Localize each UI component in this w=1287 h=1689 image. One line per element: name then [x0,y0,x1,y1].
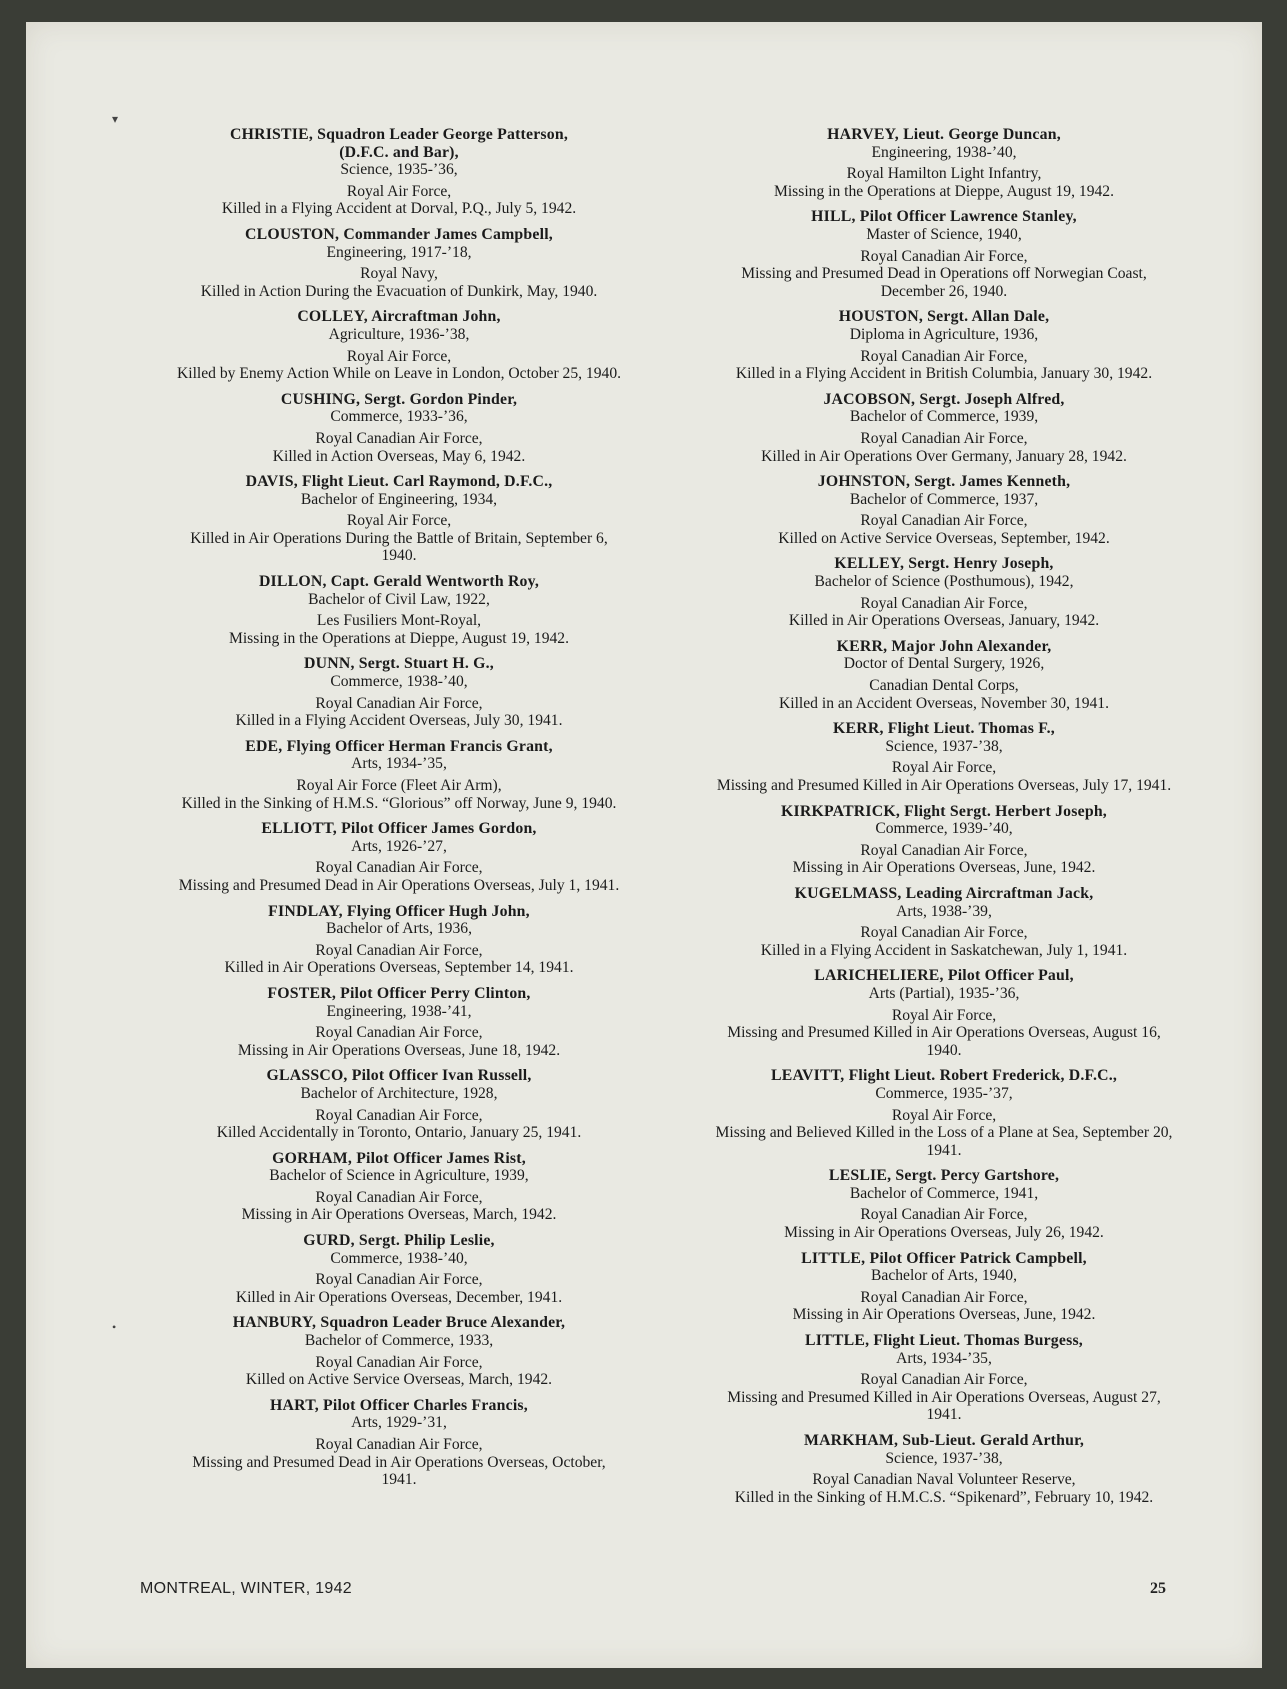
entry-service: Royal Air Force, [346,182,452,200]
entry-fate: Missing in Air Operations Overseas, March, 1942. [241,1206,557,1224]
entry-service: Royal Canadian Air Force, [860,1371,1028,1389]
memorial-entry [174,1232,624,1306]
entry-name: HARVEY, Lieut. George Duncan, [827,126,1061,143]
entry-course: Arts (Partial), 1935-’36, [868,984,1020,1002]
memorial-entry [714,1167,1174,1241]
entry-course: Commerce, 1933-’36, [330,408,468,426]
entry-name: GURD, Sergt. Philip Leslie, [303,1232,495,1250]
entry-fate: Killed in a Flying Accident in Saskatchewan, July 1, 1941. [760,941,1128,959]
entry-name: HANBURY, Squadron Leader Bruce Alexander, [232,1314,566,1332]
entry-service: Royal Canadian Air Force, [315,941,483,959]
left-column [174,126,624,1497]
entry-fate: Killed in a Flying Accident Overseas, July 30, 1941. [235,712,563,730]
memorial-entry [174,1150,624,1224]
entry-course: Bachelor of Civil Law, 1922, [308,590,490,608]
entry-name: LARICHELIERE, Pilot Officer Paul, [814,967,1074,985]
entry-service: Royal Canadian Air Force, [860,841,1028,859]
entry-fate: Killed in Air Operations Overseas, January, 1942. [788,612,1100,630]
entry-course: Commerce, 1938-’40, [330,673,468,691]
entry-fate: Missing and Presumed Dead in Air Operations Overseas, July 1, 1941. [178,876,620,894]
entry-fate: Missing in the Operations at Dieppe, August 19, 1942. [773,182,1114,200]
memorial-entry [174,738,624,812]
entry-course: Agriculture, 1936-’38, [328,325,470,343]
entry-course: Arts, 1938-’39, [896,902,992,920]
memorial-entry [174,391,624,465]
entry-fate: Killed on Active Service Overseas, September, 1942. [778,529,1110,547]
entry-service: Canadian Dental Corps, [869,677,1019,695]
entry-service: Royal Canadian Air Force, [315,1024,483,1042]
entry-fate: Missing in Air Operations Overseas, July 26, 1942. [784,1224,1104,1242]
entry-name: LITTLE, Flight Lieut. Thomas Burgess, [805,1332,1083,1350]
memorial-entry [174,1397,624,1489]
entry-name: DILLON, Capt. Gerald Wentworth Roy, [258,573,540,591]
entry-name: LESLIE, Sergt. Percy Gartshore, [828,1167,1060,1185]
entry-name: KERR, Flight Lieut. Thomas F., [833,720,1055,738]
entry-course: Doctor of Dental Surgery, 1926, [843,655,1045,673]
entry-service: Royal Canadian Air Force, [315,1271,483,1289]
entry-name: KELLEY, Sergt. Henry Joseph, [834,555,1054,573]
entry-fate: Missing in Air Operations Overseas, June, 1942. [792,859,1096,877]
entry-fate: Missing in Air Operations Overseas, June 18, 1942. [237,1041,561,1059]
entry-service: Royal Canadian Air Force, [315,694,483,712]
entry-fate: Killed in an Accident Overseas, November 30, 1941. [779,694,1109,712]
memorial-entry [714,308,1174,382]
entry-fate: Killed in the Sinking of H.M.C.S. “Spikenard”, February 10, 1942. [734,1488,1154,1506]
entry-course: Bachelor of Engineering, 1934, [300,490,498,508]
entry-service: Royal Canadian Air Force, [860,924,1028,942]
memorial-entry [714,1067,1174,1159]
entry-service: Royal Canadian Air Force, [315,1436,483,1453]
entry-fate: Missing in Air Operations Overseas, June, 1942. [792,1306,1096,1324]
entry-name: COLLEY, Aircraftman John, [297,308,501,326]
entry-course: Bachelor of Science in Agriculture, 1939, [269,1167,529,1185]
entry-service: Royal Canadian Air Force, [315,1106,483,1124]
entry-fate: Killed in Air Operations Over Germany, January 28, 1942. [761,447,1127,465]
entry-name: KIRKPATRICK, Flight Sergt. Herbert Joseph, [781,802,1107,820]
document-page [26,22,1262,1668]
entry-name: JACOBSON, Sergt. Joseph Alfred, [823,390,1065,408]
entry-name: CUSHING, Sergt. Gordon Pinder, [280,390,518,408]
memorial-entry [174,1314,624,1388]
memorial-entry [714,1250,1174,1324]
entry-fate: Missing and Presumed Dead in Air Operations Overseas, October, 1941. [192,1453,606,1489]
entry-name: MARKHAM, Sub-Lieut. Gerald Arthur, [803,1432,1085,1449]
memorial-entry [714,967,1174,1059]
entry-name: ELLIOTT, Pilot Officer James Gordon, [261,820,537,838]
entry-course: Engineering, 1938-’40, [871,143,1017,161]
entry-fate: Killed on Active Service Overseas, March, 1942. [245,1371,553,1389]
entry-course: Master of Science, 1940, [866,225,1022,243]
memorial-entry [174,126,624,218]
entry-service: Royal Air Force, [891,1106,997,1124]
entry-course: Bachelor of Arts, 1940, [871,1267,1017,1285]
entry-name: KUGELMASS, Leading Aircraftman Jack, [794,884,1094,902]
entry-name: DAVIS, Flight Lieut. Carl Raymond, D.F.C., [245,473,553,491]
entry-service: Royal Canadian Air Force, [315,429,483,447]
entry-name: CLOUSTON, Commander James Campbell, [245,225,553,243]
entry-fate: Killed in a Flying Accident at Dorval, P.Q., July 5, 1942. [221,200,577,218]
entry-course: Arts, 1926-’27, [351,837,447,855]
entry-service: Royal Hamilton Light Infantry, [846,165,1042,183]
entry-course: Science, 1935-’36, [340,161,458,179]
entry-service: Royal Air Force (Fleet Air Arm), [296,777,502,794]
entry-name: GLASSCO, Pilot Officer Ivan Russell, [266,1067,532,1085]
entry-course: Commerce, 1938-’40, [330,1249,468,1267]
entry-fate: Killed in the Sinking of H.M.S. “Glorious” off Norway, June 9, 1940. [181,794,617,812]
entry-name: EDE, Flying Officer Herman Francis Grant, [245,737,553,755]
memorial-entry [174,903,624,977]
entry-service: Royal Canadian Naval Volunteer Reserve, [812,1471,1076,1489]
memorial-entry [714,555,1174,629]
margin-mark: • [112,1320,117,1334]
memorial-entry [714,885,1174,959]
entry-service: Royal Canadian Air Force, [315,1353,483,1371]
entry-fate: Killed in a Flying Accident in British Columbia, January 30, 1942. [735,365,1153,383]
memorial-entry [174,820,624,894]
entry-service: Royal Canadian Air Force, [315,859,483,877]
memorial-entry [714,1332,1174,1424]
entry-fate: Killed in Action Overseas, May 6, 1942. [272,447,526,465]
memorial-entry [174,985,624,1059]
memorial-entry [174,226,624,300]
entry-fate: Missing in the Operations at Dieppe, August 19, 1942. [228,629,569,647]
entry-fate: Missing and Presumed Killed in Air Operations Overseas, July 17, 1941. [716,777,1172,794]
entry-fate: Killed by Enemy Action While on Leave in London, October 25, 1940. [176,365,622,383]
memorial-entry [714,720,1174,794]
entry-service: Royal Canadian Air Force, [860,347,1028,365]
entry-fate: Killed in Action During the Evacuation of Dunkirk, May, 1940. [200,282,598,300]
entry-name: HOUSTON, Sergt. Allan Dale, [838,308,1050,326]
entry-fate: Killed in Air Operations Overseas, December, 1941. [235,1288,563,1306]
entry-course: Engineering, 1938-’41, [326,1002,472,1020]
memorial-entry [714,473,1174,547]
entry-service: Royal Canadian Air Force, [860,594,1028,612]
entry-service: Royal Air Force, [891,1006,997,1024]
entry-fate: Killed Accidentally in Toronto, Ontario, January 25, 1941. [216,1124,582,1142]
entry-name: LITTLE, Pilot Officer Patrick Campbell, [801,1249,1087,1267]
entry-fate: Killed in Air Operations Overseas, September 14, 1941. [224,959,574,977]
entry-name: JOHNSTON, Sergt. James Kenneth, [817,473,1071,491]
entry-course: Arts, 1934-’35, [896,1349,992,1367]
memorial-entry [714,208,1174,300]
entry-course: Commerce, 1939-’40, [875,820,1013,838]
entry-name: HILL, Pilot Officer Lawrence Stanley, [811,208,1077,226]
entry-name: DUNN, Sergt. Stuart H. G., [304,655,494,673]
entry-service: Royal Canadian Air Force, [860,247,1028,265]
memorial-entry [714,1432,1174,1506]
page-number: 25 [1150,1580,1166,1597]
entry-name: LEAVITT, Flight Lieut. Robert Frederick, D.F.C., [770,1067,1117,1085]
entry-service: Royal Canadian Air Force, [315,1188,483,1206]
entry-service: Royal Air Force, [346,347,452,365]
entry-course: Bachelor of Commerce, 1939, [849,408,1039,426]
entry-service: Royal Air Force, [891,759,997,777]
entry-course: Science, 1937-’38, [885,737,1003,755]
entry-name: KERR, Major John Alexander, [836,637,1052,655]
memorial-entry [174,1067,624,1141]
entry-course: Arts, 1934-’35, [351,755,447,773]
entry-fate: Missing and Presumed Dead in Operations off Norwegian Coast, December 26, 1940. [741,265,1147,300]
memorial-entry [174,473,624,565]
entry-name: FOSTER, Pilot Officer Perry Clinton, [267,984,531,1002]
entry-fate: Missing and Believed Killed in the Loss of a Plane at Sea, September 20, 1941. [715,1124,1173,1159]
memorial-entry [714,803,1174,877]
entry-service: Les Fusiliers Mont-Royal, [316,612,482,630]
entry-name: FINDLAY, Flying Officer Hugh John, [268,902,530,920]
entry-service: Royal Canadian Air Force, [860,429,1028,447]
entry-service: Royal Canadian Air Force, [860,512,1028,530]
entry-course: Bachelor of Arts, 1936, [326,920,472,938]
margin-mark: ▾ [112,112,119,126]
entry-course: Arts, 1929-’31, [351,1414,447,1432]
publication-footer: MONTREAL, WINTER, 1942 [140,1580,352,1597]
right-column [714,126,1174,1514]
entry-name: HART, Pilot Officer Charles Francis, [270,1396,528,1414]
entry-service: Royal Navy, [360,265,438,283]
entry-service: Royal Canadian Air Force, [860,1206,1028,1224]
entry-course: Bachelor of Commerce, 1933, [304,1332,494,1350]
memorial-entry [714,638,1174,712]
entry-name: CHRISTIE, Squadron Leader George Patterson, [229,126,568,143]
entry-fate: Killed in Air Operations During the Battle of Britain, September 6, 1940. [190,529,608,565]
entry-fate: Missing and Presumed Killed in Air Operations Overseas, August 16, 1940. [727,1024,1161,1059]
entry-course: Diploma in Agriculture, 1936, [849,325,1039,343]
entry-service: Royal Canadian Air Force, [860,1288,1028,1306]
entry-course: Bachelor of Commerce, 1941, [849,1184,1039,1202]
entry-course: Science, 1937-’38, [885,1449,1003,1467]
entry-course: Commerce, 1935-’37, [875,1084,1013,1102]
entry-course: Bachelor of Commerce, 1937, [849,490,1039,508]
memorial-entry [174,655,624,729]
entry-course: Bachelor of Architecture, 1928, [300,1084,498,1102]
entry-course: Engineering, 1917-’18, [326,243,472,261]
memorial-entry [174,573,624,647]
memorial-entry [714,391,1174,465]
memorial-entry [174,308,624,382]
entry-name: GORHAM, Pilot Officer James Rist, [272,1149,526,1167]
entry-service: Royal Air Force, [346,512,452,530]
entry-fate: Missing and Presumed Killed in Air Operations Overseas, August 27, 1941. [727,1388,1161,1424]
entry-course: Bachelor of Science (Posthumous), 1942, [814,573,1074,591]
entry-name-continued: (D.F.C. and Bar), [339,143,459,161]
memorial-entry [714,126,1174,200]
